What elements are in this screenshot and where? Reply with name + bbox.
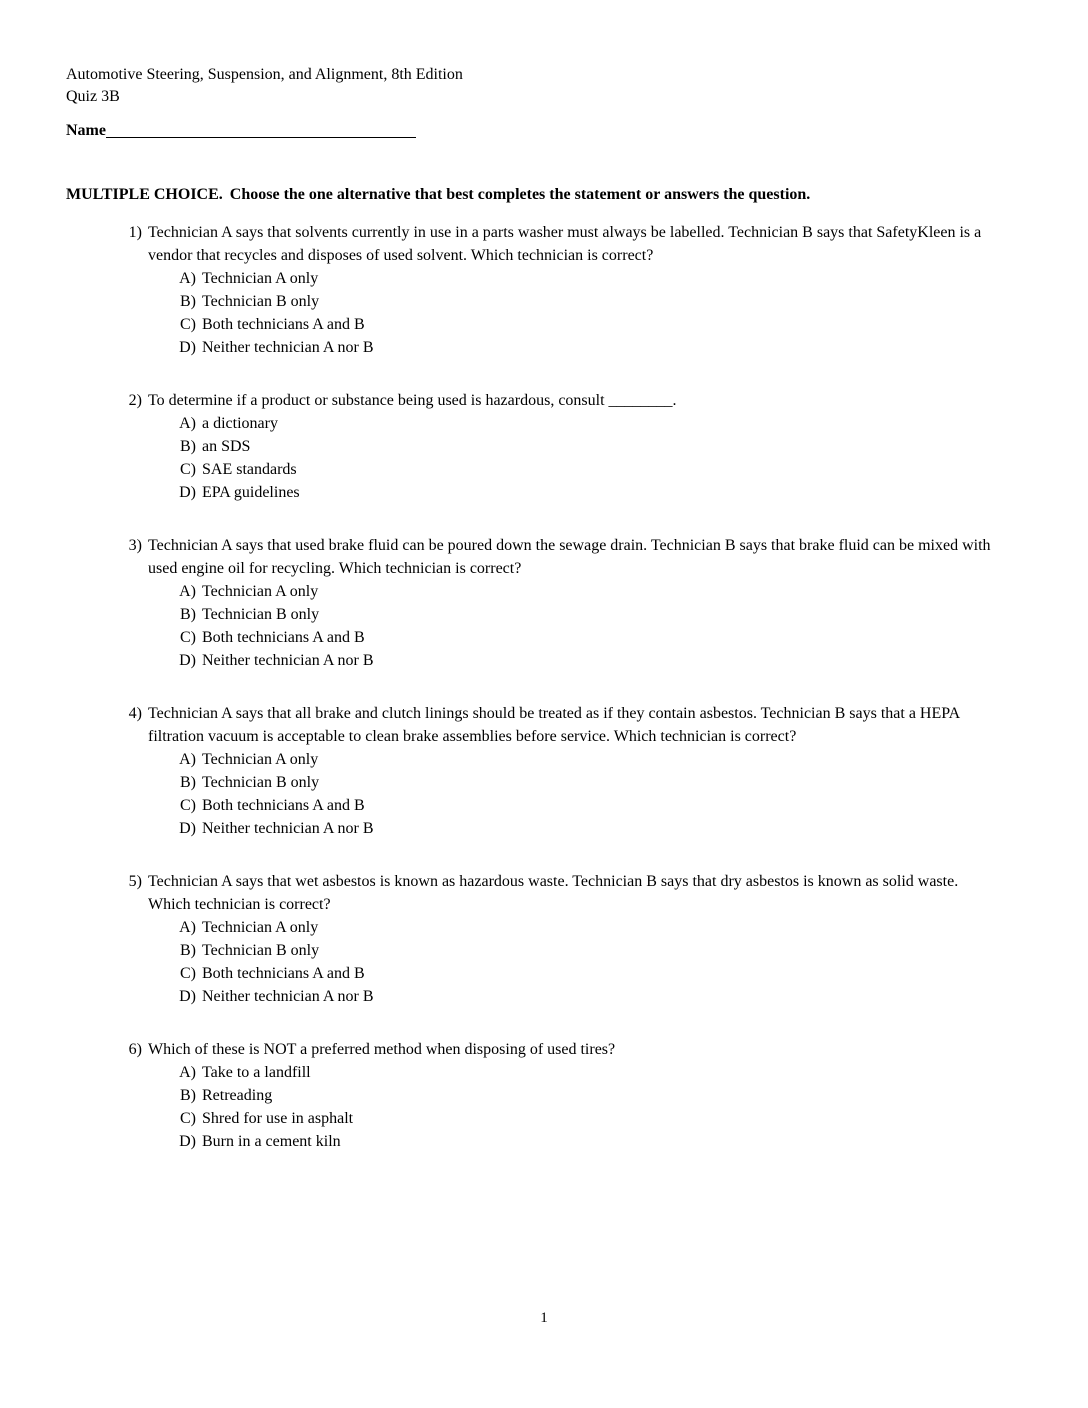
- option-text: Technician B only: [202, 942, 320, 959]
- answer-option: [148, 336, 1004, 359]
- question-text: Technician A says that used brake fluid can be poured down the sewage drain. Technician B says that brake fluid can be mixed with used engine oil for recycling. Which technician is correct?: [148, 537, 991, 577]
- question-text: Technician A says that all brake and clutch linings should be treated as if they contain asbestos. Technician B says that a HEPA filtration vacuum is acceptable to clean brake assemblies before service. Which technician is correct?: [148, 705, 960, 745]
- option-text: SAE standards: [202, 461, 297, 478]
- answer-option: [148, 985, 1004, 1008]
- option-label: D): [179, 1133, 196, 1150]
- option-text: Technician A only: [202, 919, 319, 936]
- option-text: Technician B only: [202, 293, 320, 310]
- option-label: B): [180, 606, 196, 623]
- option-text: Neither technician A nor B: [202, 652, 374, 669]
- option-label: D): [179, 820, 196, 837]
- option-label: C): [180, 797, 196, 814]
- option-text: Burn in a cement kiln: [202, 1133, 341, 1150]
- quiz-title: Quiz 3B: [66, 88, 120, 105]
- answer-option: [148, 481, 677, 504]
- option-label: D): [179, 652, 196, 669]
- question-3: [66, 534, 1040, 672]
- answer-option: [148, 267, 1004, 290]
- option-text: Technician B only: [202, 606, 320, 623]
- answer-option: [148, 1130, 615, 1153]
- option-label: B): [180, 1087, 196, 1104]
- option-label: A): [179, 583, 196, 600]
- question-number: 5): [128, 873, 142, 890]
- answer-option: [148, 1107, 615, 1130]
- option-label: C): [180, 1110, 196, 1127]
- option-label: C): [180, 965, 196, 982]
- option-text: Take to a landfill: [202, 1064, 311, 1081]
- question-number: 2): [128, 392, 142, 409]
- question-1: [66, 221, 1040, 359]
- answer-option: [148, 649, 1004, 672]
- question-text: To determine if a product or substance being used is hazardous, consult ________.: [148, 392, 677, 409]
- option-label: D): [179, 339, 196, 356]
- option-label: B): [180, 942, 196, 959]
- answer-option: [148, 435, 677, 458]
- option-text: Technician A only: [202, 270, 319, 287]
- option-text: Both technicians A and B: [202, 797, 365, 814]
- option-label: C): [180, 629, 196, 646]
- option-text: Both technicians A and B: [202, 629, 365, 646]
- option-text: Both technicians A and B: [202, 316, 365, 333]
- option-label: A): [179, 415, 196, 432]
- answer-option: [148, 817, 1004, 840]
- option-text: Shred for use in asphalt: [202, 1110, 354, 1127]
- option-label: C): [180, 461, 196, 478]
- question-text: Which of these is NOT a preferred method when disposing of used tires?: [148, 1041, 616, 1058]
- option-label: A): [179, 1064, 196, 1081]
- answer-option: [148, 603, 1004, 626]
- answer-option: [148, 412, 677, 435]
- question-text: Technician A says that solvents currently in use in a parts washer must always be labelled. Technician B says that SafetyKleen is a vendor that recycles and disposes of used solvent. Which technician is correct?: [148, 224, 982, 264]
- question-6: [66, 1038, 1040, 1153]
- answer-option: [148, 458, 677, 481]
- question-2: [66, 389, 1040, 504]
- answer-option: [148, 748, 1004, 771]
- option-text: Both technicians A and B: [202, 965, 365, 982]
- instructions: [66, 184, 1040, 206]
- question-5: [66, 870, 1040, 1008]
- answer-option: [148, 313, 1004, 336]
- option-text: Retreading: [202, 1087, 273, 1104]
- name-blank-line: [106, 122, 416, 138]
- option-text: Technician A only: [202, 583, 319, 600]
- answer-option: [148, 580, 1004, 603]
- option-text: Technician B only: [202, 774, 320, 791]
- option-label: B): [180, 774, 196, 791]
- instructions-text: Choose the one alternative that best completes the statement or answers the question.: [229, 186, 811, 203]
- option-label: A): [179, 270, 196, 287]
- option-text: Technician A only: [202, 751, 319, 768]
- option-label: D): [179, 988, 196, 1005]
- instructions-prefix: MULTIPLE CHOICE.: [66, 186, 223, 203]
- option-text: EPA guidelines: [202, 484, 300, 501]
- answer-option: [148, 962, 1004, 985]
- option-text: Neither technician A nor B: [202, 339, 374, 356]
- answer-option: [148, 916, 1004, 939]
- question-number: 4): [128, 705, 142, 722]
- answer-option: [148, 626, 1004, 649]
- question-text: Technician A says that wet asbestos is known as hazardous waste. Technician B says that dry asbestos is known as solid waste. Which technician is correct?: [148, 873, 959, 913]
- question-number: 3): [128, 537, 142, 554]
- answer-option: [148, 771, 1004, 794]
- option-label: B): [180, 293, 196, 310]
- option-text: a dictionary: [202, 415, 278, 432]
- option-text: Neither technician A nor B: [202, 820, 374, 837]
- name-label: Name: [66, 122, 106, 139]
- option-label: B): [180, 438, 196, 455]
- answer-option: [148, 1084, 615, 1107]
- question-4: [66, 702, 1040, 840]
- name-field: [66, 120, 1040, 142]
- answer-option: [148, 794, 1004, 817]
- answer-option: [148, 1061, 615, 1084]
- answer-option: [148, 290, 1004, 313]
- option-text: an SDS: [202, 438, 251, 455]
- answer-option: [148, 939, 1004, 962]
- course-title: Automotive Steering, Suspension, and Alignment, 8th Edition: [66, 66, 463, 83]
- question-list: [66, 221, 1040, 1153]
- page-footer: [0, 1308, 1088, 1328]
- page-number: 1: [540, 1310, 548, 1326]
- document-header: [66, 64, 1040, 108]
- option-text: Neither technician A nor B: [202, 988, 374, 1005]
- option-label: A): [179, 919, 196, 936]
- question-number: 1): [128, 224, 142, 241]
- option-label: A): [179, 751, 196, 768]
- option-label: C): [180, 316, 196, 333]
- option-label: D): [179, 484, 196, 501]
- question-number: 6): [128, 1041, 142, 1058]
